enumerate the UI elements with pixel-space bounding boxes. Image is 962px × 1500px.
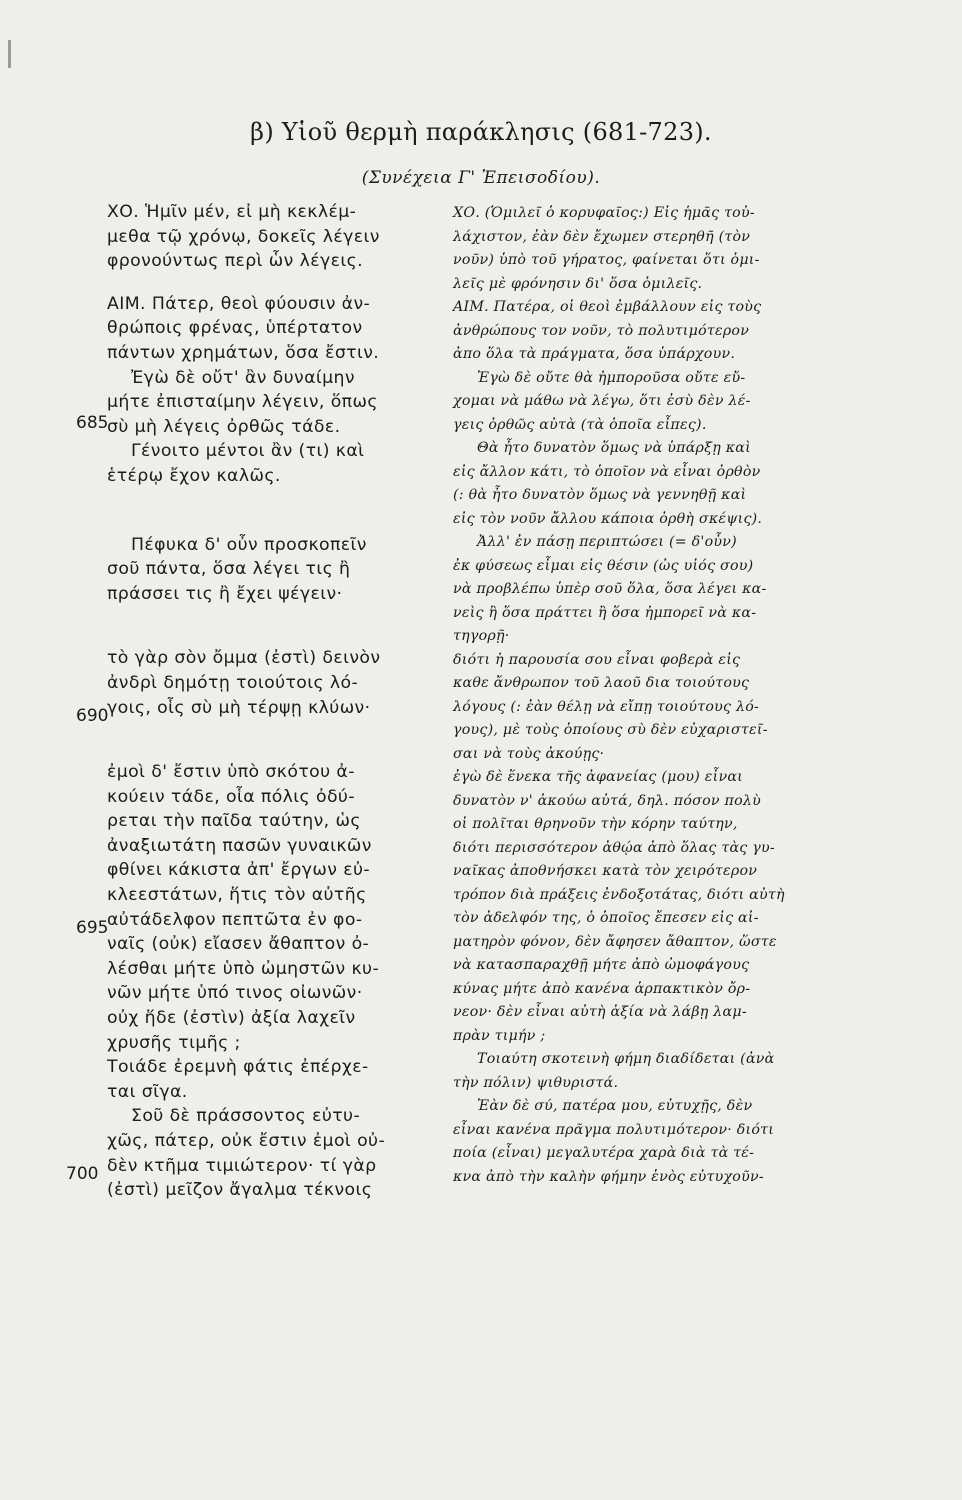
translation-line: ἀνθρώπους τον νοῦν, τὸ πολυτιμότερον <box>453 322 750 339</box>
greek-line: θρώποις φρένας, ὑπέρτατον <box>107 318 363 339</box>
translation-line: ναῖκας ἀποθνήσκει κατὰ τὸν χειρότερον <box>453 863 758 879</box>
translation-line: ποία (εἶναι) μεγαλυτέρα χαρὰ διὰ τὰ τέ- <box>453 1145 755 1161</box>
translation-line: νὰ προβλέπω ὑπὲρ σοῦ ὅλα, ὅσα λέγει κα- <box>453 581 767 597</box>
translation-line: ἀπο ὅλα τὰ πράγματα, ὅσα ὑπάρχουν. <box>453 346 736 362</box>
translation-line: νεὶς ἢ ὅσα πράττει ἢ ὅσα ἠμπορεῖ νὰ κα- <box>453 604 757 621</box>
greek-line: (ἐστὶ) μεῖζον ἄγαλμα τέκνοις <box>107 1180 373 1201</box>
translation-line: σαι νὰ τοὺς ἀκούῃς· <box>453 745 605 762</box>
translation-line: ΧΟ. (Ὁμιλεῖ ὁ κορυφαῖος:) Εἰς ἡμᾶς τοὐ- <box>453 205 755 221</box>
greek-line: σοῦ πάντα, ὅσα λέγει τις ἢ <box>107 559 351 580</box>
greek-line: μήτε ἐπισταίμην λέγειν, ὅπως <box>107 392 378 413</box>
page-edge-mark <box>8 40 11 68</box>
translation-line: εἰς τὸν νοῦν ἄλλου κάποια ὀρθὴ σκέψις). <box>453 510 763 527</box>
translation-line: Ἐγὼ δὲ οὔτε θὰ ἠμποροῦσα οὔτε εὔ- <box>477 369 746 386</box>
greek-line: πάντων χρημάτων, ὅσα ἔστιν. <box>107 342 380 363</box>
translation-line: (: θὰ ἦτο δυνατὸν ὅμως νὰ γεννηθῇ καὶ <box>453 487 747 503</box>
greek-line: φθίνει κάκιστα ἀπ' ἔργων εὐ- <box>107 860 370 881</box>
greek-line: μεθα τῷ χρόνῳ, δοκεῖς λέγειν <box>107 226 380 247</box>
line-number-700: 700 <box>66 1164 99 1184</box>
translation-line: ἐκ φύσεως εἶμαι εἰς θέσιν (ὡς υἱός σου) <box>453 557 754 574</box>
greek-line: Τοιάδε ἐρεμνὴ φάτις ἐπέρχε- <box>107 1057 369 1078</box>
greek-text-column <box>107 200 437 1203</box>
greek-line: ΧΟ. Ἡμῖν μέν, εἰ μὴ κεκλέμ- <box>107 202 357 222</box>
translation-line: Θὰ ἦτο δυνατὸν ὅμως νὰ ὑπάρξῃ καὶ <box>477 440 751 456</box>
translation-line: νεον· δὲν εἶναι αὐτὴ ἀξία νὰ λάβῃ λαμ- <box>453 1004 747 1020</box>
greek-line: τὸ γὰρ σὸν ὄμμα (ἐστὶ) δεινὸν <box>107 648 381 669</box>
greek-line: κούειν τάδε, οἷα πόλις ὀδύ- <box>107 786 355 807</box>
greek-line: δὲν κτῆμα τιμιώτερον· τί γὰρ <box>107 1155 377 1176</box>
greek-line: νῶν μήτε ὑπό τινος οἰωνῶν· <box>107 983 363 1004</box>
greek-line: κλεεστάτων, ἥτις τὸν αὐτῆς <box>107 885 367 906</box>
translation-line: διότι ἡ παρουσία σου εἶναι φοβερὰ εἰς <box>453 651 741 668</box>
translation-line: λεῖς μὲ φρόνησιν δι' ὅσα ὁμιλεῖς. <box>453 275 703 292</box>
line-number-695: 695 <box>76 918 109 938</box>
greek-line: ἀνδρὶ δημότῃ τοιούτοις λό- <box>107 672 359 693</box>
translation-line: καθε ἄνθρωπον τοῦ λαοῦ δια τοιούτους <box>453 675 750 691</box>
greek-line: ἀναξιωτάτη πασῶν γυναικῶν <box>107 835 372 856</box>
translation-line: χομαι νὰ μάθω νὰ λέγω, ὅτι ἐσὺ δὲν λέ- <box>453 393 751 409</box>
greek-line: αὐτάδελφον πεπτῶτα ἐν φο- <box>107 909 363 930</box>
translation-line: τηγορῇ· <box>453 628 510 644</box>
translation-line: τὴν πόλιν) ψιθυριστά. <box>453 1074 619 1091</box>
translation-line: νοῦν) ὑπὸ τοῦ γήρατος, φαίνεται ὅτι ὁμι- <box>453 252 760 268</box>
translation-line: ΑΙΜ. Πατέρα, οἱ θεοὶ ἐμβάλλουν εἰς τοὺς <box>453 299 762 315</box>
line-number-690: 690 <box>76 706 109 726</box>
translation-column <box>453 202 848 1189</box>
translation-line: δυνατὸν ν' ἀκούω αὐτά, δηλ. πόσον πολὺ <box>453 792 761 809</box>
translation-line: εἶναι κανένα πρᾶγμα πολυτιμότερον· διότι <box>453 1121 775 1138</box>
section-subtitle: (Συνέχεια Γ' Ἐπεισοδίου). <box>361 168 601 188</box>
translation-line: λόγους (: ἐὰν θέλῃ νὰ εἴπῃ τοιούτους λό- <box>453 698 760 715</box>
greek-line: οὐχ ἥδε (ἐστὶν) ἀξία λαχεῖν <box>107 1008 356 1029</box>
greek-line: λέσθαι μήτε ὑπὸ ὠμηστῶν κυ- <box>107 958 380 979</box>
greek-line: Γένοιτο μέντοι ἂν (τι) καὶ <box>131 441 365 462</box>
translation-line: Ἀλλ' ἐν πάσῃ περιπτώσει (= δ'οὖν) <box>477 534 737 550</box>
translation-line: λάχιστον, ἐὰν δὲν ἔχωμεν στερηθῆ (τὸν <box>453 228 751 245</box>
translation-line: Τοιαύτη σκοτεινὴ φήμη διαδίδεται (ἀνὰ <box>477 1051 775 1067</box>
translation-line: γους), μὲ τοὺς ὁποίους σὺ δὲν εὐχαριστεῖ- <box>453 722 768 738</box>
greek-line: πράσσει τις ἢ ἔχει ψέγειν· <box>107 583 343 604</box>
section-title: β) Υἱοῦ θερμὴ παράκλησις (681-723). <box>250 118 712 146</box>
translation-line: διότι περισσότερον ἀθῴα ἀπὸ ὅλας τὰς γυ- <box>453 839 775 856</box>
greek-line: χῶς, πάτερ, οὐκ ἔστιν ἐμοὶ οὐ- <box>107 1131 386 1151</box>
translation-line: εἰς ἄλλον κάτι, τὸ ὁποῖον νὰ εἶναι ὀρθὸν <box>453 463 761 480</box>
translation-line: τὸν ἀδελφόν της, ὁ ὁποῖος ἔπεσεν εἰς αἱ- <box>453 910 759 926</box>
translation-line: κνα ἀπὸ τὴν καλὴν φήμην ἑνὸς εὐτυχοῦν- <box>453 1168 764 1185</box>
greek-line: γοις, οἷς σὺ μὴ τέρψῃ κλύων· <box>107 697 371 718</box>
greek-line: ΑΙΜ. Πάτερ, θεοὶ φύουσιν ἀν- <box>107 293 371 314</box>
greek-line: ἐμοὶ δ' ἔστιν ὑπὸ σκότου ἀ- <box>107 762 355 783</box>
greek-line: φρονούντως περὶ ὧν λέγεις. <box>107 251 364 272</box>
greek-line: Πέφυκα δ' οὖν προσκοπεῖν <box>131 534 367 555</box>
greek-line: Σοῦ δὲ πράσσοντος εὐτυ- <box>131 1106 361 1127</box>
greek-line: σὺ μὴ λέγεις ὀρθῶς τάδε. <box>107 416 341 437</box>
translation-line: νὰ κατασπαραχθῇ μήτε ἀπὸ ὠμοφάγους <box>453 957 750 973</box>
greek-line: ἑτέρῳ ἔχον καλῶς. <box>107 465 281 486</box>
translation-line: ματηρὸν φόνον, δὲν ἄφησεν ἄθαπτον, ὥστε <box>453 933 777 950</box>
greek-line: ρεται τὴν παῖδα ταύτην, ὡς <box>107 811 361 832</box>
greek-line: ται σῖγα. <box>107 1081 188 1102</box>
line-number-685: 685 <box>76 413 109 433</box>
translation-line: τρόπον διὰ πράξεις ἐνδοξοτάτας, διότι αὐτὴ <box>453 886 785 903</box>
translation-line: Ἐὰν δὲ σύ, πατέρα μου, εὐτυχῇς, δὲν <box>477 1098 753 1114</box>
greek-line: Ἐγὼ δὲ οὔτ' ἂν δυναίμην <box>131 367 355 388</box>
greek-line: χρυσῆς τιμῆς ; <box>107 1032 241 1053</box>
translation-line: ἐγὼ δὲ ἕνεκα τῆς ἀφανείας (μου) εἶναι <box>453 769 743 785</box>
translation-line: κύνας μήτε ἀπὸ κανένα ἁρπακτικὸν ὄρ- <box>453 980 751 997</box>
translation-line: οἱ πολῖται θρηνοῦν τὴν κόρην ταύτην, <box>453 816 738 832</box>
greek-line: ναῖς (οὐκ) εἴασεν ἄθαπτον ὀ- <box>107 934 370 955</box>
translation-line: γεις ὀρθῶς αὐτὰ (τὰ ὁποῖα εἶπες). <box>453 416 707 433</box>
translation-line: πρὰν τιμήν ; <box>453 1027 546 1044</box>
